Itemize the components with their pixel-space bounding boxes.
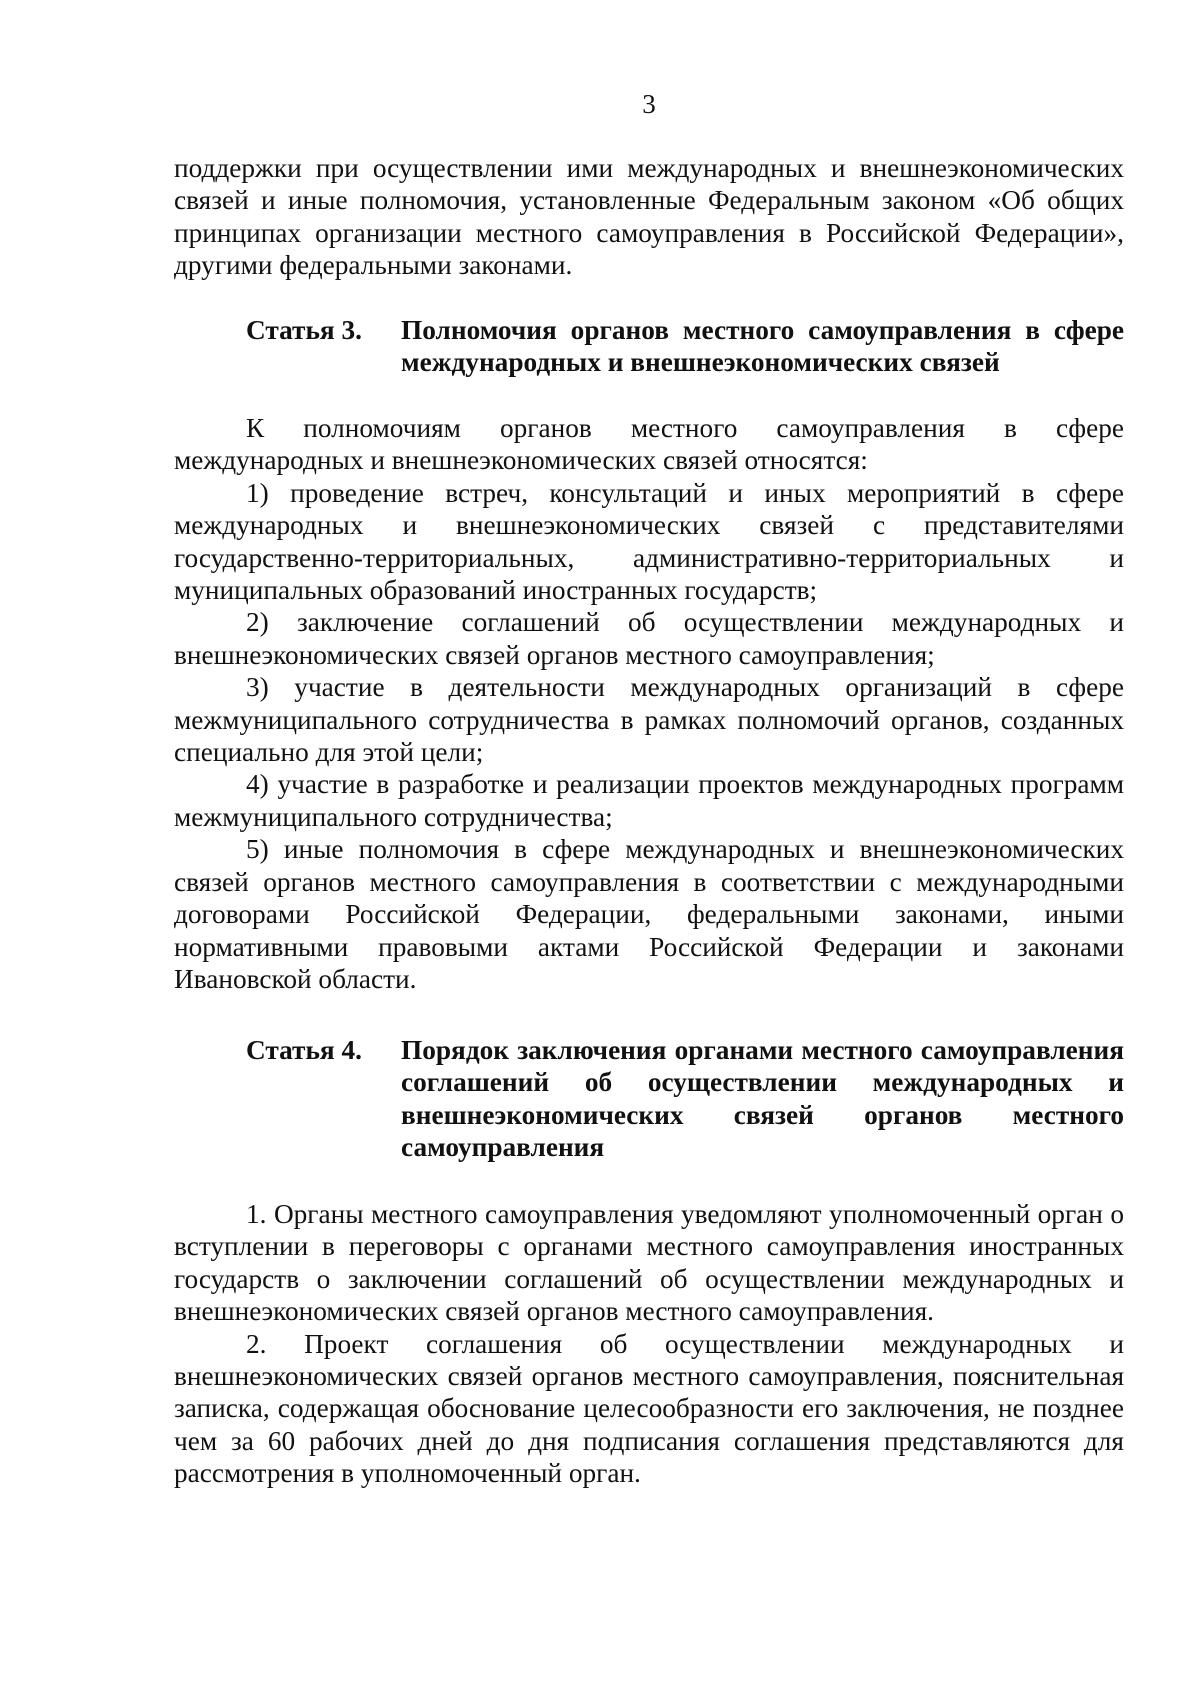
- article-4-title: Порядок заключения органами местного самоуправления соглашений об осуществлении международных и внешнеэкономических связей органов местного самоуправления: [401, 1035, 1124, 1163]
- intro-paragraph: поддержки при осуществлении ими международных и внешнеэкономических связей и иные полномочия, установленные Федеральным законом «Об общих принципах организации местного самоуправления в Российской Федерации», другими федеральными законами.: [174, 153, 1124, 281]
- article-4-heading: [246, 1034, 1124, 1164]
- article-4-body: [174, 1198, 1124, 1490]
- article-3-item-3: 3) участие в деятельности международных организаций в сфере межмуниципального сотрудничества в рамках полномочий органов, созданных специально для этой цели;: [174, 672, 1124, 768]
- article-3-item-4: 4) участие в разработке и реализации проектов международных программ межмуниципального сотрудничества;: [174, 769, 1124, 832]
- article-3-item-2: 2) заключение соглашений об осуществлении международных и внешнеэкономических связей органов местного самоуправления;: [174, 607, 1124, 670]
- article-3-item-5: 5) иные полномочия в сфере международных и внешнеэкономических связей органов местного самоуправления в соответствии с международными договорами Российской Федерации, федеральными законами, иными нормативными правовыми актами Российской Федерации и законами Ивановской области.: [174, 834, 1124, 994]
- article-3-number: Статья 3.: [246, 315, 362, 345]
- page-number: 3: [642, 89, 656, 119]
- article-3-body: [174, 412, 1124, 995]
- article-4-paragraph-1: 1. Органы местного самоуправления уведомляют уполномоченный орган о вступлении в переговоры с органами местного самоуправления иностранных государств о заключении соглашений об осуществлении международных и внешнеэкономических связей органов местного самоуправления.: [174, 1199, 1124, 1327]
- article-3-heading: [246, 314, 1124, 379]
- article-4-paragraph-2: 2. Проект соглашения об осуществлении международных и внешнеэкономических связей органов местного самоуправления, пояснительная записка, содержащая обоснование целесообразности его заключения, не позднее чем за 60 рабочих дней до дня подписания соглашения представляются для рассмотрения в уполномоченный орган.: [174, 1328, 1124, 1489]
- article-3-paragraph: К полномочиям органов местного самоуправления в сфере международных и внешнеэкономических связей относятся:: [174, 413, 1124, 476]
- intro-text-block: [174, 152, 1124, 282]
- article-3-title: Полномочия органов местного самоуправления в сфере международных и внешнеэкономических связей: [401, 315, 1124, 378]
- article-3-item-1: 1) проведение встреч, консультаций и иных мероприятий в сфере международных и внешнеэкономических связей с представителями государственно-территориальных, административно-территориальных и муниципальных образований иностранных государств;: [174, 477, 1124, 606]
- article-4-number: Статья 4.: [246, 1035, 362, 1065]
